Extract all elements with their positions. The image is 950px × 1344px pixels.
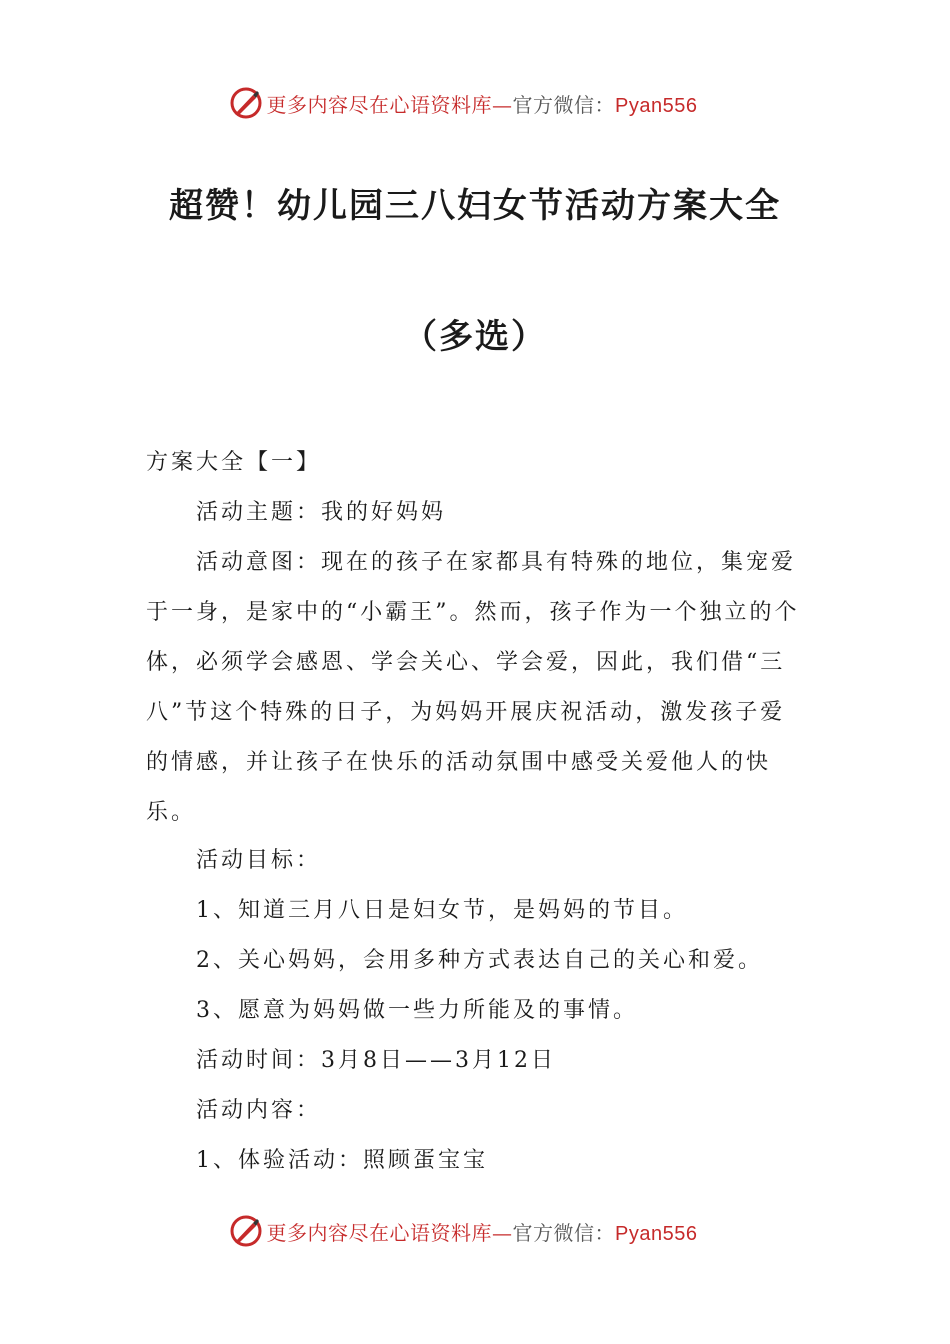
content-item: 1、体验活动：照顾蛋宝宝 <box>196 1148 488 1173</box>
goal-item: 1、知道三月八日是妇女节，是妈妈的节目。 <box>196 898 688 923</box>
goal-item: 2、关心妈妈，会用多种方式表达自己的关心和爱。 <box>196 948 763 973</box>
activity-intent: 活动意图：现在的孩子在家都具有特殊的地位，集宠爱于一身，是家中的“小霸王”。然而，孩子作为一个独立的个体，必须学会感恩、学会关心、学会爱，因此，我们借“三八”节这个特殊的日子，为妈妈开展庆祝活动，激发孩子爱的情感，并让孩子在快乐的活动氛围中感受关爱他人的快乐。 <box>146 550 800 825</box>
banner-wechat-label: 官方微信： <box>512 92 616 117</box>
header-banner <box>0 83 950 123</box>
banner-wechat-id: Pyan556 <box>615 1222 698 1245</box>
banner-wechat-label: 官方微信： <box>512 1220 616 1245</box>
document-subtitle: （多选） <box>403 317 547 357</box>
content-label: 活动内容： <box>196 1098 322 1123</box>
activity-time: 活动时间：3月8日——3月12日 <box>196 1048 556 1073</box>
goal-item: 3、愿意为妈妈做一些力所能及的事情。 <box>196 998 638 1023</box>
section-heading: 方案大全【一】 <box>146 450 322 475</box>
goals-label: 活动目标： <box>196 848 322 873</box>
pen-logo-icon <box>229 86 263 120</box>
pen-logo-icon <box>229 1214 263 1248</box>
banner-wechat-id: Pyan556 <box>615 94 698 117</box>
banner-site-name: 更多内容尽在心语资料库 <box>266 1220 493 1245</box>
footer-banner <box>0 1211 950 1251</box>
banner-dash: — <box>492 1220 513 1245</box>
banner-site-name: 更多内容尽在心语资料库 <box>266 92 493 117</box>
banner-dash: — <box>492 92 513 117</box>
activity-theme: 活动主题：我的好妈妈 <box>196 500 447 525</box>
document-title: 超赞！幼儿园三八妇女节活动方案大全 <box>169 186 781 226</box>
